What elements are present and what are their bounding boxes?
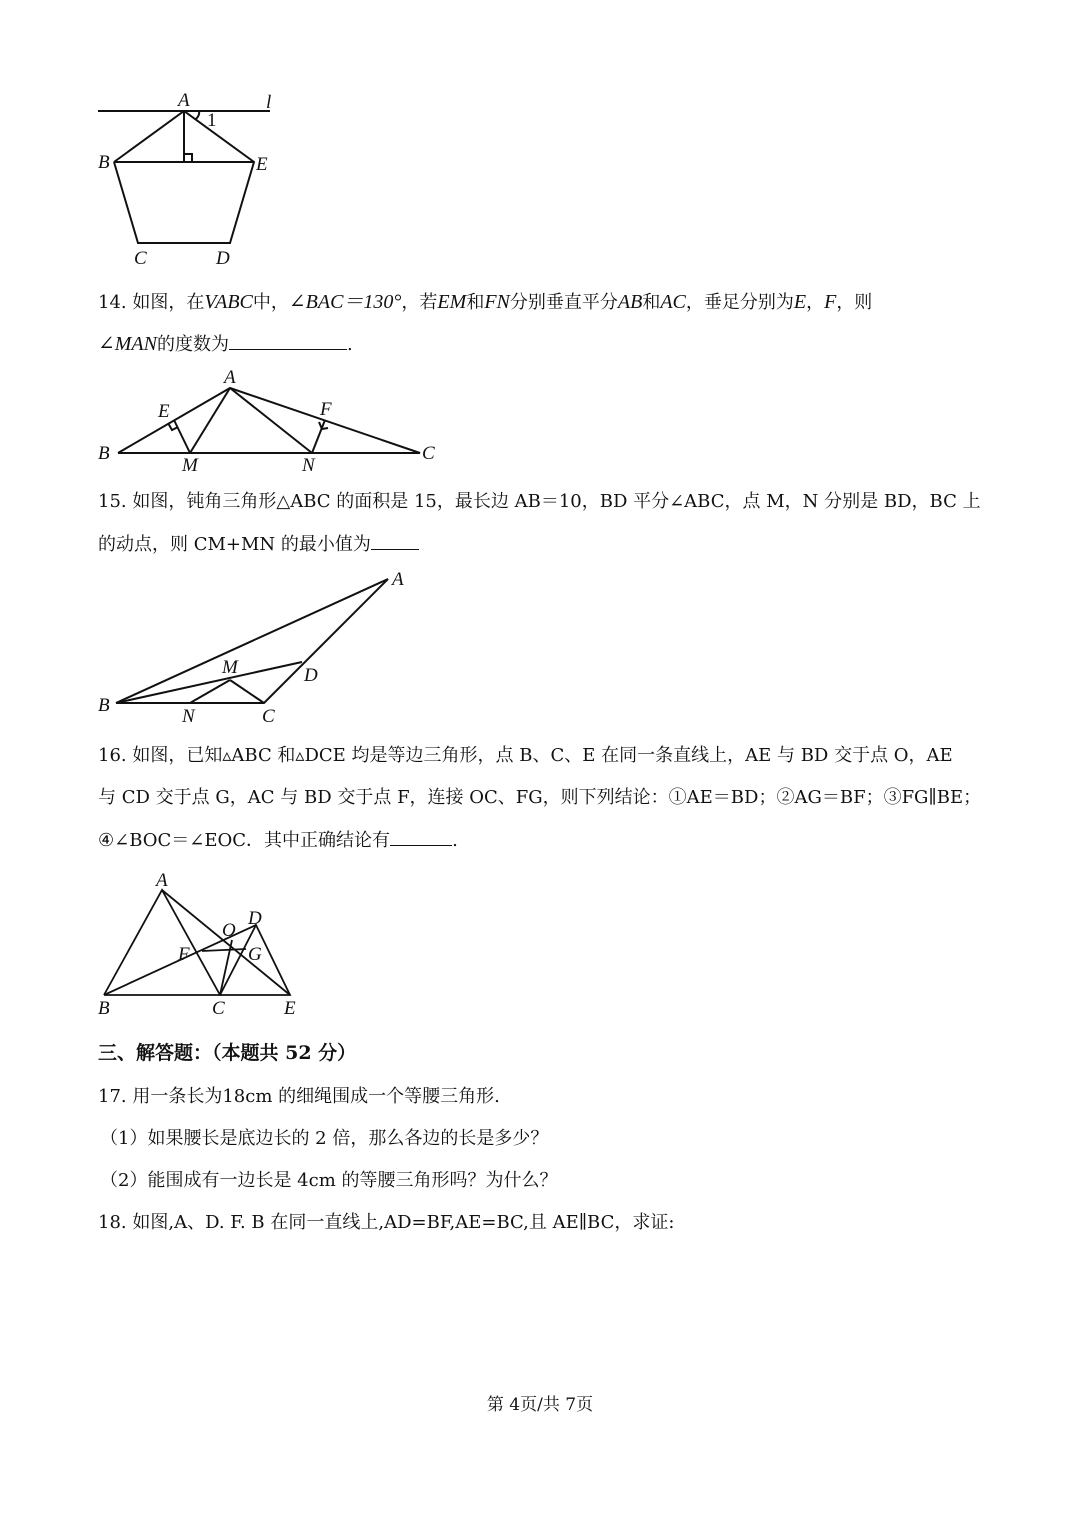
segment-mn [190, 680, 230, 703]
segment-an [230, 388, 312, 453]
answer-blank-q14 [229, 329, 347, 350]
label-b: B [98, 152, 110, 173]
q16-line3: ④∠BOC＝∠EOC．其中正确结论有 . [98, 825, 458, 856]
label-c: C [422, 443, 435, 464]
angle-1-arc [196, 111, 199, 119]
figure-q16 [90, 868, 310, 1018]
q15-line1: 15. 如图，钝角三角形△ABC 的面积是 15，最长边 AB＝10，BD 平分∠ABC，点 M，N 分别是 BD，BC 上 [98, 491, 981, 512]
label-a: A [224, 367, 236, 388]
page-footer: 第 4页/共 7页 [486, 1395, 594, 1415]
q16-line1: 16. 如图，已知▵ABC 和▵DCE 均是等边三角形，点 B、C、E 在同一条直线上，AE 与 BD 交于点 O，AE [98, 745, 953, 766]
label-e: E [256, 154, 268, 175]
label-a: A [178, 90, 190, 111]
answer-blank-q15 [371, 529, 419, 550]
q14-line1: 14. 如图，在VABC中，∠BAC＝130°，若EM和FN分别垂直平分AB和AC，垂足分别为E，F，则 [98, 291, 873, 313]
label-b: B [98, 998, 110, 1018]
segment-bd [116, 662, 302, 703]
segment-mc [230, 680, 264, 703]
q16-line2: 与 CD 交于点 G，AC 与 BD 交于点 F，连接 OC、FG，则下列结论：①AE＝BD；②AG＝BF；③FG∥BE； [98, 787, 982, 808]
q18-stem: 18. 如图,A、D. F. B 在同一直线上,AD=BF,AE=BC,且 AE∥BC，求证: [98, 1212, 675, 1233]
label-m: M [222, 657, 238, 678]
figure-q14 [90, 365, 450, 480]
label-d: D [304, 665, 318, 686]
segment-fn [312, 420, 325, 453]
q15-line2: 的动点，则 CM+MN 的最小值为 [98, 529, 419, 560]
label-e: E [158, 401, 170, 422]
q17-stem: 17. 用一条长为18cm 的细绳围成一个等腰三角形. [98, 1086, 500, 1107]
label-l: l [266, 92, 272, 113]
triangle-abc [116, 579, 388, 703]
label-a: A [156, 870, 168, 891]
label-d: D [216, 248, 230, 269]
label-c: C [134, 248, 147, 269]
label-m: M [182, 455, 198, 476]
label-d: D [248, 908, 262, 929]
label-a: A [392, 569, 404, 590]
label-n: N [182, 706, 195, 727]
q14-angle: ∠BAC＝130° [288, 291, 402, 313]
label-o: O [222, 920, 236, 941]
label-f: F [320, 399, 332, 420]
q14-line2: ∠MAN的度数为 . [98, 329, 353, 360]
label-c: C [262, 706, 275, 727]
figure-q13 [90, 88, 290, 273]
figure-q15 [90, 565, 420, 730]
label-c: C [212, 998, 225, 1018]
q14-triangle: VABC [204, 291, 253, 313]
label-g: G [248, 944, 262, 965]
segment-am [190, 388, 230, 453]
label-f: F [178, 944, 190, 965]
right-angle-mark [184, 154, 192, 162]
label-e: E [284, 998, 296, 1018]
triangle-abc [104, 890, 220, 995]
q17-part2: （2）能围成有一边长是 4cm 的等腰三角形吗？为什么？ [100, 1170, 558, 1191]
label-b: B [98, 443, 110, 464]
segment-fg [202, 949, 246, 951]
section-3-title: 三、解答题：（本题共 52 分） [98, 1042, 357, 1064]
label-1: 1 [207, 110, 217, 131]
answer-blank-q16 [390, 825, 452, 846]
segment-em [174, 420, 190, 453]
segment-ae [162, 890, 290, 995]
q17-part1: （1）如果腰长是底边长的 2 倍，那么各边的长是多少？ [100, 1128, 549, 1149]
label-b: B [98, 695, 110, 716]
label-n: N [302, 455, 315, 476]
segment-oc [220, 940, 232, 995]
